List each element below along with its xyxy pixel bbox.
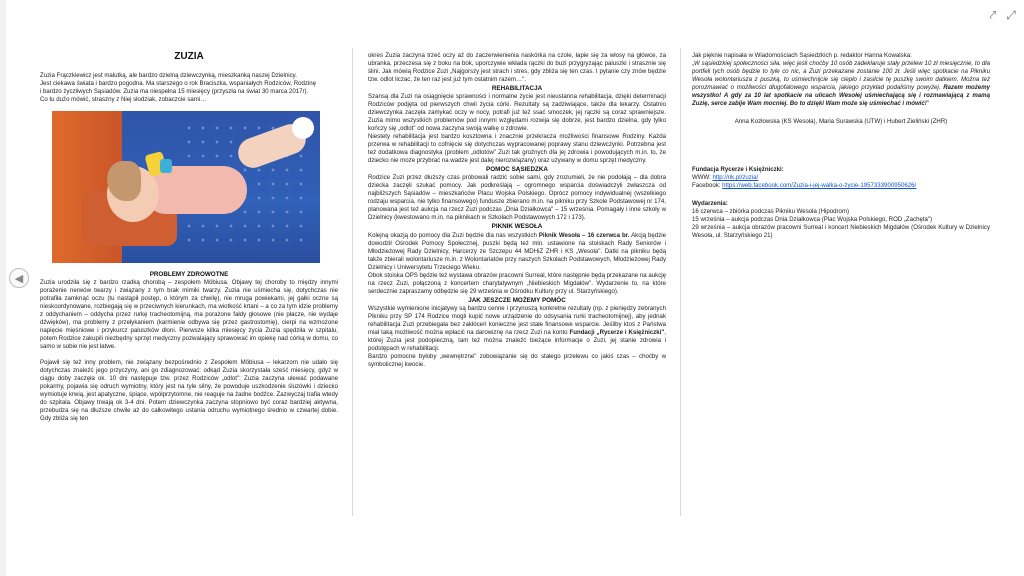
picnic-paragraph: Obok stoiska OPS będzie też wystawa obrazów pracowni Surreal, które następnie będą przekazane na aukcję na rzecz Zuzi, połączoną z koncertem charytatywnym „Niebieskich Migdałów". Wydarzenie to, na które serdecznie zapraszamy odbędzie się 29 września w Ośrodku Kultury przy ul. Starzyńskiego). xyxy=(368,271,666,295)
more-paragraph: Bardzo pomocne byłoby „wewnętrzne" zobowiązanie się do stałego przelewu co jakiś czas – choćby w symbolicznej kwocie. xyxy=(368,352,666,368)
picnic-paragraph: Kolejną okazją do pomocy dla Zuzi będzie dla nas wszystkich Piknik Wesoła – 16 czerwca br. Akcją będzie dowodził Ośrodek Pomocy Społecznej, puszki będą też min. ustawione na stoiskach Rady Seniorów i Młodzieżowej Rady Dzielnicy, Harcerzy ze Szczepu 44 MDHiZ ZHR i KS „Wesoła". Datki na pikniku będą także zbierali wolontariusze m.in. z Wolontariatów przy naszych Szkołach Podstawowych, Młodzieżowej Rady Dzielnicy i Uniwersytetu Trzeciego Wieku. xyxy=(368,231,666,271)
section-heading-help: POMOC SĄSIEDZKA xyxy=(486,166,548,174)
continued-paragraph: okres Zuzia zaczyna trzeć oczy aż do zaczerwienienia naskórka na czole, łapie się za włosy na główce, za ubranka, przeczesa się z boku na bok, uporczywie wkłada rączki do buzi przygryzając paluszki i strasznie się ślini. Jak mówią Rodzice Zuzi „Najgorszy jest strach i stres, gdy zbliża się ten czas. I pytanie czy znów będzie tzw. odlot liczac, że ten raz jest już tym ostatnim razem…". xyxy=(368,52,666,83)
section-heading-rehab: REHABILITACJA xyxy=(491,85,543,92)
facebook-line: Facebook: https://web.facebook.com/Zuzia-i-jej-walka-o-życie-1957333900950626/ xyxy=(692,182,917,189)
baby-photo xyxy=(52,111,320,263)
left-sidebar-strip xyxy=(0,0,6,576)
health-paragraph: Pojawił się też inny problem, nie związany bezpośrednio z Zespołem Möbiusa – lekarzom nie udało się dotychczas znaleźć jego przyczyny, ani go zdiagnozować: odkąd Zuzia skorzystała sześć miesięcy, gdyż w ciągu doby zaczęła ok. 10 dni następuje tzw. przez Rodziców „odlot": Zuzia zaczyna ulewać podawane pokarmy, pojawia się odruch wymiotny, który jest na tyle silny, że powoduje uszkodzenie śluzówki i dziecko wymiotuje krwią, jest apatyczne, śpiące, wpółprzytomne, nie reaguje na żadne bodźce. Zazwyczaj trafia wtedy do szpitala. Objawy trwają ok 3-4 dni. Potem dziewczynka zaczyna stopniowo być coraz bardziej aktywna, przebudza się na dłuższe chwile aż do całkowitego ustania odruchu wymiotnego średnio w czwartej dobie. Gdy zbliża się ten xyxy=(40,359,338,423)
events-title: Wydarzenia: xyxy=(692,200,728,207)
quote-text: „W sąsiedzkiej społeczności siła, więc jeśli choćby 10 osób zadeklaruje stały przelew 10 zł miesięcznie, to dla portfeli tych osób będzie to tyle co nic, a Zuzi przekazane zostanie 100 zł. Jeśli więc spotkacie na Pikniku Wesoła wolontariusza z puszką, to uśmiechnijcie się ciepło i zasilcie tę puszkę swoim datkiem. Można też porozmawiać o możliwości długofalowego wsparcia, jakiego przykład podaliśmy powyżej. Razem możemy wszystko! A gdy za 10 lat spotkacie na ulicach Wesołej uśmiechającą się i rozmawiającą z mamą Zuzię, serce zabije Wam mocniej. Bo to dzięki Wam może się uśmiechać i mówić!" xyxy=(692,60,990,107)
list-item: 29 września – aukcja obrazów pracowni Surreal i koncert Niebieskich Migdałów (Ośrodek Kultury w Dzielnicy Wesoła, ul. Starzyńskiego 21) xyxy=(692,224,990,239)
help-paragraph: Rodzice Zuzi przez dłuższy czas próbowali radzić sobie sami, gdy zrozumieli, że nie podołają – dla dobra dziecka zaczęli szukać pomocy. Jak podkreślają – ogromnego wsparcia doświadczyli zwłaszcza od najbliższych Sąsiadów – mieszkańców Placu Wojska Polskiego. Oprócz pomocy indywidualnej (wszelkiego rodzaju wsparcia, nie tylko finansowego) fundusze zbierano m.in. na pikniku przy Szkole Podstawowej nr 174, planowana jest też aukcja na rzecz Zuzi podczas „Dnia Działkowca" – 15 września. Pomagały i inne szkoły w Dzielnicy (kwestowano m.in. na piknikach w Szkołach Podstawowych 172 i 173). xyxy=(368,174,666,222)
rehab-paragraph: Szansą dla Zuzi na osiągnięcie sprawności i normalne życie jest nieustanna rehabilitacja, dzięki determinacji Rodziców podjęta od pierwszych chwil życia córki. Rezultaty są zadziwiające, także dla lekarzy. Ostatnio dziewczynka zaczęła zamykać oczy w nocy, potrafi już też ssać smoczek, jej rączki są coraz sprawniejsze. Zuzia mimo wszystkich problemów pod innymi względami rozwija się dobrze, jest bardzo dzielna, gdy tylko kończy się „odlot" od nowa zaczyna swoją walkę o zdrowie. xyxy=(368,93,666,133)
picnic-date: Piknik Wesoła – 16 czerwca br. xyxy=(538,231,630,239)
intro-paragraph: i bardzo życzliwych Sąsiadów. Zuzia ma niespełna 15 miesięcy (przyszła na świat 30 marca 2017r). xyxy=(40,88,309,95)
column-divider xyxy=(352,48,353,516)
facebook-link[interactable]: https://web.facebook.com/Zuzia-i-jej-walka-o-życie-1957333900950626/ xyxy=(722,182,917,189)
intro-paragraph: Jest ciekawa świata i bardzo pogodna. Ma starszego o rok Braciszka, wspaniałych Rodziców, Rodzinę xyxy=(40,80,317,87)
intro-paragraph: Co tu dużo mówić, straszny z Niej słodziak, zobaczcie sami… xyxy=(40,96,207,103)
quote-intro: Jak pięknie napisała w Wiadomościach Sąsiedzkich p. redaktor Hanna Kowalska: xyxy=(692,52,912,59)
intro-paragraph: Zuzia Frączkiewicz jest malutką, ale bardzo dzielną dziewczynką, mieszkanką naszej Dzielnicy. xyxy=(40,72,297,79)
section-heading-more: JAK JESZCZE MOŻEMY POMÓC xyxy=(468,296,566,304)
column-2 xyxy=(368,52,666,369)
signature-line: Anna Kozłowska (KS Wesoła), Maria Surawska (UTW) i Hubert Zieliński (ZHR) xyxy=(734,118,948,125)
previous-page-button[interactable] xyxy=(9,268,29,288)
list-item: 16 czerwca – zbiórka podczas Pikniku Wesoła (Hipodrom) xyxy=(692,208,850,215)
section-heading-picnic: PIKNIK WESOŁA xyxy=(491,223,543,231)
section-heading-health: PROBLEMY ZDROWOTNE xyxy=(149,271,229,278)
page-title: ZUZIA xyxy=(174,51,204,62)
more-paragraph: Wszystkie wymienione inicjatywy są bardzo cenne i przynoszą konkretne rezultaty (np. z pieniędzy zebranych Pikniku przy SP 174 Rodzice mogli kupić nowe urządzenie do odsysania rurki tracheotomijnej), aby jednak rehabilitacja Zuzi przebiegała bez zakłóceń konieczne jest stałe finansowe wsparcie. Jeśliby ktoś z Państwa miał taką możliwość można wpłacić na darowiznę na rzecz Zuzi na konto Fundacji „Rycerze i Księżniczki", której Zuzia jest podopieczną, tam też można znaleźć bieżące informacje o Zuzi, jej stanie zdrowia i podstępach w rehabilitacji. xyxy=(368,304,666,352)
column-3 xyxy=(692,52,990,240)
foundation-title: Fundacja Rycerze i Księżniczki: xyxy=(692,166,784,173)
events-list xyxy=(692,208,990,240)
rehab-paragraph: Niestety rehabilitacja jest bardzo kosztowna i znacznie przekracza możliwości finansowe Rodziny. Każda przerwa w rehabilitacji to cofnięcie się dotychczas wypracowanej poprawy stanu dziewczynki. Potrzebna jest też dodatkowa diagnostyka (problem „odlotów" Zuzi tak groźnych dla jej zdrowia i powodujących m.in. to, że dziecko nie może przybrać na wadze jest dalej nierozwiązany) oraz używany w domu sprzęt medyczny. xyxy=(368,133,666,165)
expand-icon[interactable]: ⤢ xyxy=(1006,8,1016,22)
health-paragraph: Zuzia urodziła się z bardzo rzadką chorobą – zespołem Möbiusa. Objawy tej choroby to między innymi porażenie nerwów twarzy i związany z tym brak mimiki twarzy. Zuzia nie uśmiecha się, dotychczas nie potrafiła zamknąć oczu (tu nastąpił postęp, o którym za chwilę), nie mruga powiekami, jej gałki oczne są nieskoordynowane, rozbiegają się w przeciwnych kierunkach, ma wiotkość krtani – a co za tym idzie problemy z oddychaniem – oddycha przez rurkę tracheotomijną, ma porażone fałdy głosowe (nie płacze, nie wydaje dźwięków), ma problemy z przełykaniem (karmienie odbywa się przez gastrostomię), cierpi na wzmożone napięcie mięśniowe i przykurcz paluszków dłoni. Pierwsze kilka miesięcy życia Zuzia spędziła w szpitalu, potem Rodzice zakupili niezbędny sprzęt medyczny pozwalający sprawować im opiekę nad córką w domu, co samo w sobie nie jest łatwe. xyxy=(40,279,338,351)
chevron-left-icon: ◀ xyxy=(14,273,24,285)
www-line: WWW: http://rik.pl/zuzia/ xyxy=(692,174,759,181)
column-1 xyxy=(40,50,338,423)
foundation-name: Fundacji „Rycerze i Księżniczki" xyxy=(569,328,665,336)
column-divider xyxy=(680,48,681,516)
www-link[interactable]: http://rik.pl/zuzia/ xyxy=(712,174,759,181)
list-item: 15 września – aukcja podczas Dnia Działkowca (Plac Wojska Polskiego, ROD „Zachęta") xyxy=(692,216,933,223)
share-icon[interactable]: ⤤ xyxy=(989,8,997,22)
